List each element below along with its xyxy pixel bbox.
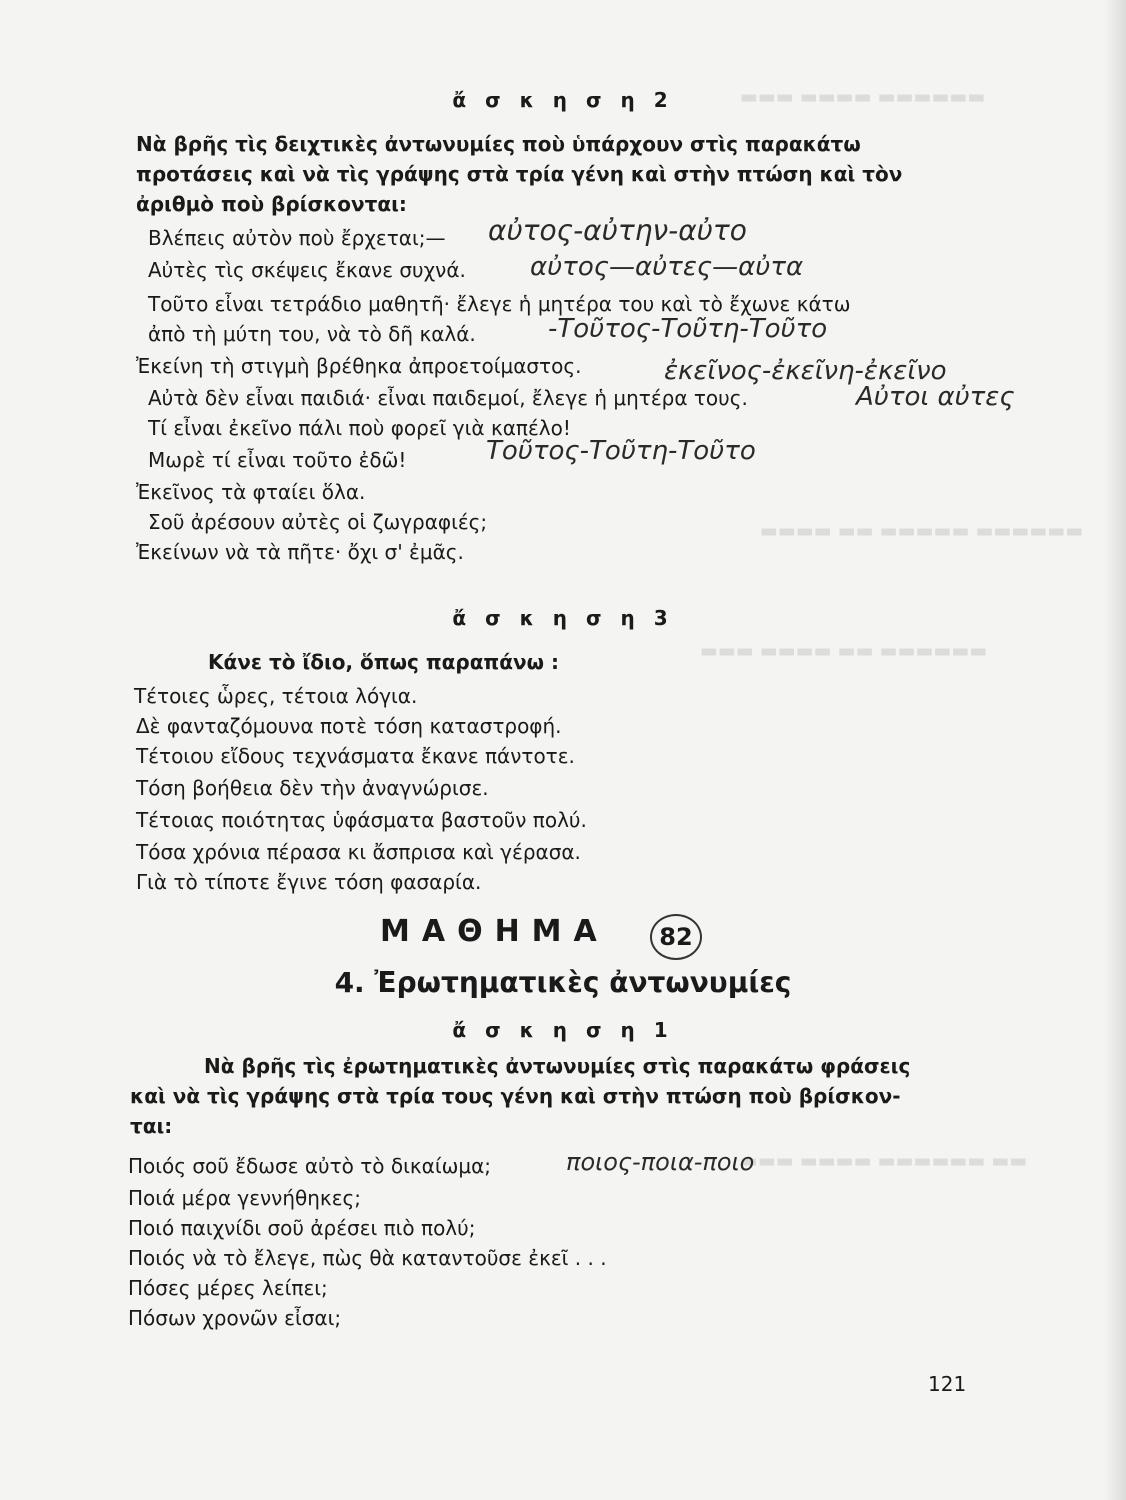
page-number: 121	[928, 1372, 967, 1396]
exercise-1-sentence: Ποιό παιχνίδι σοῦ ἀρέσει πιὸ πολύ;	[128, 1216, 476, 1240]
exercise-1-sentence: Πόσες μέρες λείπει;	[128, 1276, 328, 1300]
exercise-1-instruction-line-3: ται:	[130, 1114, 173, 1138]
exercise-1-sentence: Ποιός σοῦ ἔδωσε αὐτὸ τὸ δικαίωμα;	[128, 1154, 492, 1178]
bleed-through-text: ▬▬▬ ▬▬▬▬ ▬▬▬▬▬▬	[740, 86, 986, 108]
exercise-3-sentence: Δὲ φανταζόμουνα ποτὲ τόση καταστροφή.	[136, 714, 562, 738]
exercise-1-sentence: Ποιός νὰ τὸ ἔλεγε, πὼς θὰ καταντοῦσε ἐκεῖ . . .	[128, 1246, 607, 1270]
handwritten-answer: ἐκεῖνος-ἐκεῖνη-ἐκεῖνο	[664, 356, 947, 386]
exercise-3-sentence: Τόσα χρόνια πέρασα κι ἄσπρισα καὶ γέρασα.	[136, 840, 581, 864]
exercise-2-sentence: Ἐκεῖνος τὰ φταίει ὅλα.	[136, 480, 366, 504]
exercise-3-sentence: Τέτοιας ποιότητας ὑφάσματα βαστοῦν πολύ.	[136, 808, 587, 832]
exercise-2-sentence: Σοῦ ἀρέσουν αὐτὲς οἱ ζωγραφιές;	[148, 510, 488, 534]
handwritten-answer: ποιος-ποια-ποιο	[566, 1148, 755, 1176]
exercise-2-sentence: Τοῦτο εἶναι τετράδιο μαθητῆ· ἔλεγε ἡ μητέρα του καὶ τὸ ἔχωνε κάτω	[148, 292, 851, 316]
exercise-1-sentence: Πόσων χρονῶν εἶσαι;	[128, 1306, 342, 1330]
exercise-1-instruction-line-1: Νὰ βρῆς τὶς ἐρωτηματικὲς ἀντωνυμίες στὶς παρακάτω φράσεις	[204, 1054, 911, 1078]
exercise-2-sentence: Βλέπεις αὐτὸν ποὺ ἔρχεται;—	[148, 226, 446, 250]
bleed-through-text: ▬▬▬ ▬▬▬▬ ▬▬ ▬▬▬▬▬▬	[700, 640, 988, 662]
bleed-through-text: ▬▬▬▬ ▬▬ ▬▬▬▬▬ ▬▬▬▬▬▬	[760, 520, 1084, 542]
exercise-2-instruction-line-1: Νὰ βρῆς τὶς δειχτικὲς ἀντωνυμίες ποὺ ὑπάρχουν στὶς παρακάτω	[136, 132, 861, 156]
exercise-3-sentence: Τέτοιες ὧρες, τέτοια λόγια.	[134, 684, 418, 708]
exercise-3-sentence: Γιὰ τὸ τίποτε ἔγινε τόση φασαρία.	[136, 870, 482, 894]
exercise-3-instruction: Κάνε τὸ ἴδιο, ὅπως παραπάνω :	[208, 650, 559, 674]
lesson-number-badge: 82	[650, 914, 702, 960]
handwritten-answer: Τοῦτος-Τοῦτη-Τοῦτο	[486, 436, 756, 466]
exercise-3-sentence: Τόση βοήθεια δὲν τὴν ἀναγνώρισε.	[136, 776, 489, 800]
exercise-1-instruction-line-2: καὶ νὰ τὶς γράψης στὰ τρία τους γένη καὶ στὴν πτώση ποὺ βρίσκον-	[130, 1084, 901, 1108]
handwritten-answer: αὐτος-αὐτην-αὐτο	[488, 214, 747, 247]
exercise-2-sentence: Μωρὲ τί εἶναι τοῦτο ἐδῶ!	[148, 448, 407, 472]
exercise-1-heading: ἄ σ κ η σ η 1	[452, 1018, 674, 1042]
exercise-2-heading: ἄ σ κ η σ η 2	[452, 88, 674, 112]
handwritten-answer: αὐτος—αὐτες—αὐτα	[530, 252, 804, 282]
exercise-3-sentence: Τέτοιου εἴδους τεχνάσματα ἔκανε πάντοτε.	[136, 744, 575, 768]
bleed-through-text: ▬▬▬ ▬▬▬▬ ▬▬▬▬▬▬ ▬▬	[740, 1150, 1028, 1172]
exercise-2-sentence: Ἐκείνη τὴ στιγμὴ βρέθηκα ἀπροετοίμαστος.	[136, 354, 582, 378]
handwritten-answer: -Τοῦτος-Τοῦτη-Τοῦτο	[548, 314, 828, 344]
exercise-2-instruction-line-3: ἀριθμὸ ποὺ βρίσκονται:	[136, 192, 407, 216]
exercise-2-sentence: Ἐκείνων νὰ τὰ πῆτε· ὄχι σ' ἐμᾶς.	[136, 540, 464, 564]
exercise-2-sentence: Αὐτὲς τὶς σκέψεις ἔκανε συχνά.	[148, 258, 466, 282]
lesson-subtitle: 4. Ἐρωτηματικὲς ἀντωνυμίες	[334, 966, 792, 999]
exercise-1-sentence: Ποιά μέρα γεννήθηκες;	[128, 1186, 362, 1210]
exercise-2-sentence: Τί εἶναι ἐκεῖνο πάλι ποὺ φορεῖ γιὰ καπέλο!	[148, 416, 571, 440]
page-edge-shadow	[1104, 0, 1126, 1500]
exercise-3-heading: ἄ σ κ η σ η 3	[452, 606, 674, 630]
exercise-2-instruction-line-2: προτάσεις καὶ νὰ τὶς γράψης στὰ τρία γένη καὶ στὴν πτώση καὶ τὸν	[136, 162, 903, 186]
exercise-2-sentence: Αὐτὰ δὲν εἶναι παιδιά· εἶναι παιδεμοί, ἔλεγε ἡ μητέρα τους.	[148, 386, 748, 410]
lesson-title: ΜΑΘΗΜΑ	[380, 914, 609, 949]
handwritten-answer: Αὐτοι αὐτες	[856, 382, 1015, 412]
exercise-2-sentence: ἀπὸ τὴ μύτη του, νὰ τὸ δῆ καλά.	[148, 322, 476, 346]
